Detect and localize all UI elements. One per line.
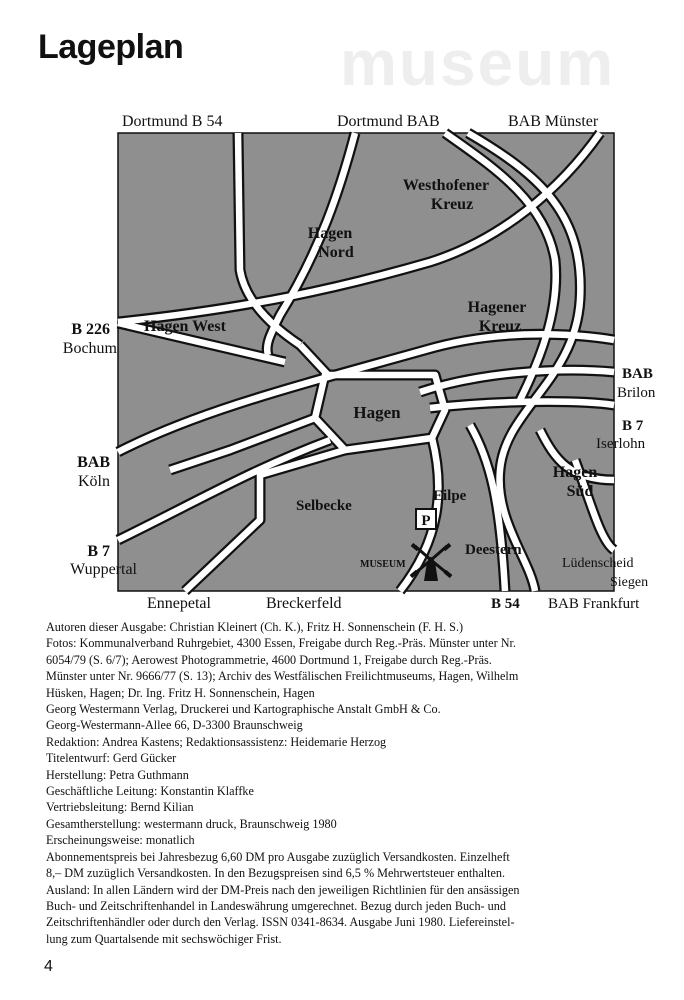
parking-icon (416, 509, 436, 529)
imprint-line-authors: Autoren dieser Ausgabe: Christian Kleinert (Ch. K.), Fritz H. Sonnenschein (F. H. S.) (46, 620, 464, 634)
imprint-line-frequency: Erscheinungsweise: monatlich (46, 833, 195, 848)
imprint-line-abroad-4: lung zum Quartalsende mit sechswöchiger Frist. (46, 931, 282, 946)
label-right-siegen: Siegen (610, 575, 649, 590)
label-westhofener-kreuz: Kreuz (430, 196, 474, 213)
label-right-brilon: Brilon (617, 385, 656, 401)
label-left-bochum: Bochum (62, 340, 117, 357)
imprint-line-abroad-1: Ausland: In allen Ländern wird der DM-Preis nach den jeweiligen Richtlinien für den ansässigen (46, 882, 520, 897)
label-bottom-breckerfeld: Breckerfeld (266, 595, 342, 612)
imprint-line-photos-1: Fotos: Kommunalverband Ruhrgebiet, 4300 Essen, Freigabe durch Reg.-Präs. Münster unter Nr. (46, 636, 516, 651)
imprint-line-distribution: Vertriebsleitung: Bernd Kilian (46, 800, 194, 815)
imprint-line-cover: Titelentwurf: Gerd Gücker (46, 751, 177, 766)
imprint (46, 619, 658, 947)
parking-label: P (421, 513, 431, 529)
label-hagen-sued-2: Süd (566, 483, 594, 500)
watermark: museum (340, 27, 616, 99)
imprint-line-editorial: Redaktion: Andrea Kastens; Redaktionsassistenz: Heidemarie Herzog (46, 734, 387, 749)
imprint-line-abroad-2: Buch- und Zeitschriftenhandel in Landeswährung umgerechnet. Bezug durch jeden Buch- und (46, 898, 506, 913)
imprint-line-production: Herstellung: Petra Guthmann (46, 767, 189, 782)
imprint-line-photos-2: 6054/79 (S. 6/7); Aerowest Photogrammetrie, 4600 Dortmund 1, Freigabe durch Reg.-Präs. (46, 652, 492, 667)
imprint-line-abroad-3: Zeitschriftenhändler oder durch den Verlag. ISSN 0341-8634. Ausgabe Juni 1980. Liefereinstel- (46, 915, 515, 930)
imprint-line-address: Georg-Westermann-Allee 66, D-3300 Braunschweig (46, 718, 303, 733)
label-selbecke: Selbecke (296, 498, 352, 514)
label-right-luedenscheid: Lüdenscheid (562, 556, 634, 571)
imprint-line-photos-3: Münster unter Nr. 9666/77 (S. 13); Archiv des Westfälischen Freilichtmuseums, Hagen, Wilhelm (46, 669, 519, 684)
label-left-code-bab: BAB (77, 454, 110, 471)
label-top-dortmund-bab: Dortmund BAB (337, 113, 440, 130)
label-right-code-b7: B 7 (622, 418, 644, 434)
imprint-line-subscription-2: 8,– DM zuzüglich Versandkosten. In den Bezugspreisen sind 6,5 % Mehrwertsteuer enthalten. (46, 866, 506, 881)
imprint-line-management: Geschäftliche Leitung: Konstantin Klaffke (46, 784, 254, 799)
label-hagener-kreuz: Kreuz (478, 318, 522, 335)
label-hagen-nord-1: Hagen (307, 225, 353, 242)
label-bottom-ennepetal: Ennepetal (147, 595, 211, 612)
label-museum: MUSEUM (360, 559, 406, 570)
imprint-line-photos-4: Hüsken, Hagen; Dr. Ing. Fritz H. Sonnenschein, Hagen (46, 685, 315, 700)
imprint-line-subscription-1: Abonnementspreis bei Jahresbezug 6,60 DM pro Ausgabe zuzüglich Versandkosten. Einzelheft (46, 849, 510, 864)
label-left-code-b226: B 226 (71, 321, 110, 338)
label-eilpe: Eilpe (433, 488, 467, 504)
label-bottom-bab-frankfurt: BAB Frankfurt (548, 596, 640, 612)
imprint-line-publisher: Georg Westermann Verlag, Druckerei und Kartographische Anstalt GmbH & Co. (46, 702, 441, 717)
label-hagener: Hagener (467, 299, 527, 316)
label-left-wuppertal: Wuppertal (70, 561, 137, 578)
page-title: Lageplan (38, 28, 184, 66)
label-hagen-west: Hagen West (144, 318, 226, 335)
label-hagen-city: Hagen (353, 403, 401, 422)
label-top-dortmund-b54: Dortmund B 54 (122, 113, 223, 130)
label-deestern: Deestern (465, 542, 522, 558)
label-left-code-b7: B 7 (87, 543, 110, 560)
label-right-code-bab: BAB (622, 366, 653, 382)
label-top-bab-muenster: BAB Münster (508, 113, 599, 130)
label-hagen-nord-2: Nord (318, 244, 354, 261)
label-hagen-sued-1: Hagen (552, 464, 598, 481)
imprint-line-printing: Gesamtherstellung: westermann druck, Braunschweig 1980 (46, 816, 337, 831)
label-westhofener: Westhofener (402, 177, 490, 194)
label-left-koeln: Köln (78, 473, 110, 490)
label-bottom-b54: B 54 (491, 596, 520, 612)
label-right-iserlohn: Iserlohn (596, 436, 646, 452)
page-number: 4 (44, 958, 53, 975)
